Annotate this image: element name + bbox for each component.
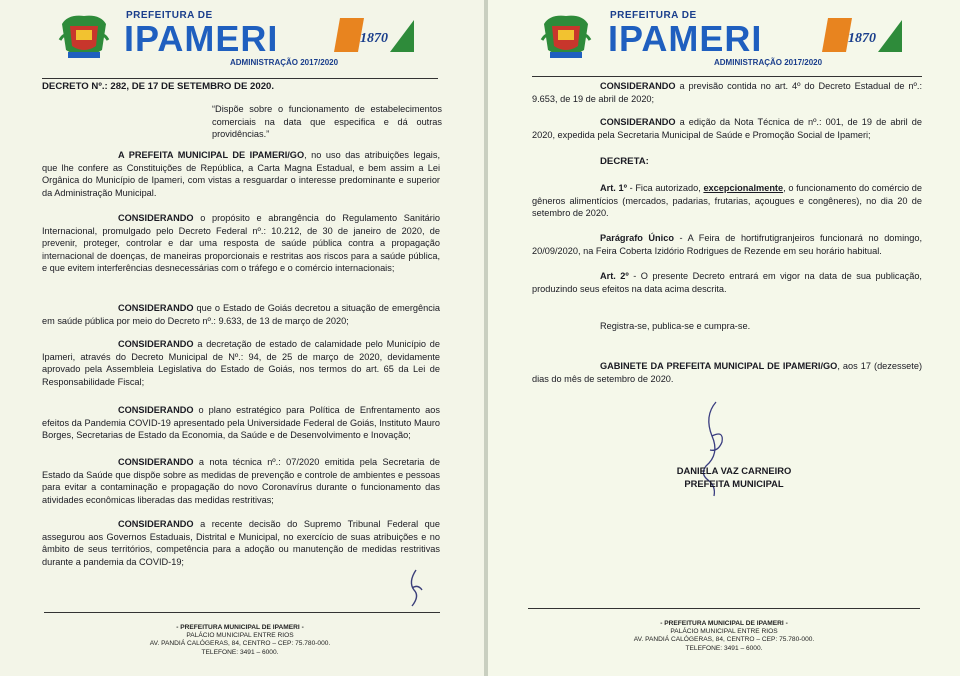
footer-address bbox=[130, 624, 350, 657]
article-text: , o funcionamento do comércio de gêneros alimentícios (mercados, padarias, frutarias, açougues e congêneres), no dia 20 de setembro de 2020. bbox=[532, 183, 923, 219]
city-crest-icon bbox=[58, 10, 110, 62]
city-crest-icon bbox=[540, 10, 592, 62]
administration-period: ADMINISTRAÇÃO 2017/2020 bbox=[230, 58, 339, 67]
considerando-label: CONSIDERANDO bbox=[600, 117, 676, 127]
article-label: Art. 2º bbox=[600, 271, 629, 281]
registration-clause: Registra-se, publica-se e cumpra-se. bbox=[600, 321, 751, 331]
letterhead bbox=[0, 6, 484, 68]
considerando-label: CONSIDERANDO bbox=[118, 303, 194, 313]
preamble bbox=[42, 149, 440, 199]
considerando-label: CONSIDERANDO bbox=[118, 519, 194, 529]
considerando-text: a recente decisão do Supremo Tribunal Federal que assegurou aos Governos Estaduais, Distrital e Municipal, no exercício de suas atribuições e no âmbito de seus territórios, competência para a adoção ou manutenção de medidas restritivas durante a pandemia da COVID-19; bbox=[42, 519, 440, 567]
considerando-text: a decretação de estado de calamidade pelo Município de Ipameri, através do Decreto Municipal de Nº.: 94, de 25 de março de 2020, devidamente aprovado pela Assembleia Legislativa do Estado de Goiás, nos termos do art. 65 da Lei de Responsabilidade Fiscal; bbox=[42, 339, 440, 387]
paragrafo-unico bbox=[532, 232, 922, 257]
article-text: - Fica autorizado, bbox=[626, 183, 704, 193]
considerando-paragraph bbox=[42, 302, 440, 327]
footer-line: TELEFONE: 3491 – 6000. bbox=[201, 648, 279, 656]
considerando-label: CONSIDERANDO bbox=[600, 81, 676, 91]
considerando-text: o plano estratégico para Política de Enfrentamento aos efeitos da Pandemia COVID-19 apresentado pela Universidade Federal de Goiás, Instituto Mauro Borges, Secretarias de Estado da Economia, da Saúde e de Desenvolvimento e Inovação; bbox=[42, 405, 440, 441]
footer-line: TELEFONE: 3491 – 6000. bbox=[685, 644, 763, 652]
signer-name: DANIELA VAZ CARNEIRO bbox=[676, 465, 792, 476]
paragraph-label: Parágrafo Único bbox=[600, 233, 674, 243]
paragraph-text: - A Feira de hortifrutigranjeiros funcionará no domingo, 20/09/2020, na Feira Coberta Izidório Rodrigues de Rezende em seu horário habitual. bbox=[532, 233, 922, 256]
preamble-authority: A PREFEITA MUNICIPAL DE IPAMERI/GO bbox=[118, 150, 305, 160]
preamble-text: , no uso das atribuições legais, que lhe confere as Constituições de República, a Carta Magna Estadual, e bem assim a Lei Orgânica do Município de Ipameri, com vistas a resguardar o interesse predominante e superior da Administração Municipal. bbox=[42, 150, 440, 198]
article-1 bbox=[532, 182, 922, 220]
considerando-label: CONSIDERANDO bbox=[118, 457, 194, 467]
header-rule bbox=[532, 76, 922, 77]
header-rule bbox=[42, 78, 438, 79]
considerando-text: a nota técnica nº.: 07/2020 emitida pela Secretaria de Estado da Saúde que dispõe sobre as medidas de prevenção e controle de ambientes e pessoas para evitar a contaminação e propagação do novo Coronavírus durante o funcionamento das atividades econômicas liberadas das medidas restritivas; bbox=[42, 457, 440, 505]
city-name: IPAMERI bbox=[608, 18, 763, 59]
signer-title: PREFEITA MUNICIPAL bbox=[684, 478, 784, 489]
letterhead bbox=[488, 6, 960, 68]
footer-line: - PREFEITURA MUNICIPAL DE IPAMERI - bbox=[176, 624, 304, 631]
founding-year-emblem bbox=[822, 16, 904, 56]
considerando-label: CONSIDERANDO bbox=[118, 339, 194, 349]
considerando-paragraph bbox=[42, 518, 440, 568]
considerando-paragraph bbox=[42, 212, 440, 275]
considerando-paragraph bbox=[42, 404, 440, 442]
considerando-text: a previsão contida no art. 4º do Decreto Estadual de nº.: 9.653, de 19 de abril de 2020; bbox=[532, 81, 922, 104]
considerando-text: que o Estado de Goiás decretou a situação de emergência em saúde pública por meio do Decreto nº.: 9.633, de 13 de março de 2020; bbox=[42, 303, 440, 326]
article-label: Art. 1º bbox=[600, 183, 627, 193]
footer-rule bbox=[44, 612, 440, 613]
article-2 bbox=[532, 270, 922, 295]
founding-year-emblem bbox=[334, 16, 416, 56]
article-text: - O presente Decreto entrará em vigor na data de sua publicação, produzindo seus efeitos na data acima descrita. bbox=[532, 271, 922, 294]
article-emphasis: excepcionalmente bbox=[703, 183, 784, 193]
gabinete-clause bbox=[532, 360, 922, 385]
considerando-paragraph bbox=[42, 338, 440, 388]
founding-year: 1870 bbox=[360, 31, 388, 46]
footer-line: PALÁCIO MUNICIPAL ENTRE RIOS bbox=[186, 632, 294, 640]
gabinete-text: , aos 17 (dezessete) dias do mês de setembro de 2020. bbox=[532, 361, 923, 384]
footer-line: AV. PANDIÁ CALÓGERAS, 84, CENTRO – CEP: 75.780-000. bbox=[633, 636, 815, 644]
considerando-label: CONSIDERANDO bbox=[118, 213, 194, 223]
considerando-paragraph bbox=[532, 116, 922, 141]
considerando-text: a edição da Nota Técnica de nº.: 001, de 19 de abril de 2020, expedida pela Secretaria Municipal de Saúde e Promoção Social de Ipameri; bbox=[532, 117, 922, 140]
decree-ementa: “Dispõe sobre o funcionamento de estabelecimentos comerciais na data que especifica e dá outras providências.” bbox=[212, 104, 442, 140]
decree-title: DECRETO Nº.: 282, DE 17 DE SETEMBRO DE 2020. bbox=[42, 81, 275, 92]
footer-line: PALÁCIO MUNICIPAL ENTRE RIOS bbox=[670, 628, 778, 636]
signer-block bbox=[634, 464, 834, 490]
gabinete-label: GABINETE DA PREFEITA MUNICIPAL DE IPAMERI/GO bbox=[600, 361, 838, 371]
footer-rule bbox=[528, 608, 920, 609]
right-page bbox=[488, 0, 960, 676]
considerando-text: o propósito e abrangência do Regulamento Sanitário Internacional, promulgado pelo Decreto Federal nº.: 10.212, de 30 de janeiro de 2020, de prevenir, proteger, controlar e dar uma resposta de saúde pública contra a propagação internacional de doenças, de maneiras proporcionais e restritas aos riscos para a saúde pública, e que evitem interferências desnecessárias com o tráfego e o comércio internacionais; bbox=[42, 213, 440, 274]
considerando-paragraph bbox=[42, 456, 440, 506]
decreta-heading: DECRETA: bbox=[600, 156, 649, 167]
footer-address bbox=[614, 620, 834, 653]
administration-period: ADMINISTRAÇÃO 2017/2020 bbox=[714, 58, 823, 67]
city-name: IPAMERI bbox=[124, 18, 279, 59]
footer-line: - PREFEITURA MUNICIPAL DE IPAMERI - bbox=[660, 620, 788, 627]
initials-mark bbox=[402, 566, 428, 612]
city-prefix: PREFEITURA DE bbox=[610, 10, 697, 21]
footer-line: AV. PANDIÁ CALÓGERAS, 84, CENTRO – CEP: 75.780-000. bbox=[149, 640, 331, 648]
considerando-label: CONSIDERANDO bbox=[118, 405, 194, 415]
considerando-paragraph bbox=[532, 80, 922, 105]
founding-year: 1870 bbox=[848, 31, 876, 46]
city-prefix: PREFEITURA DE bbox=[126, 10, 213, 21]
